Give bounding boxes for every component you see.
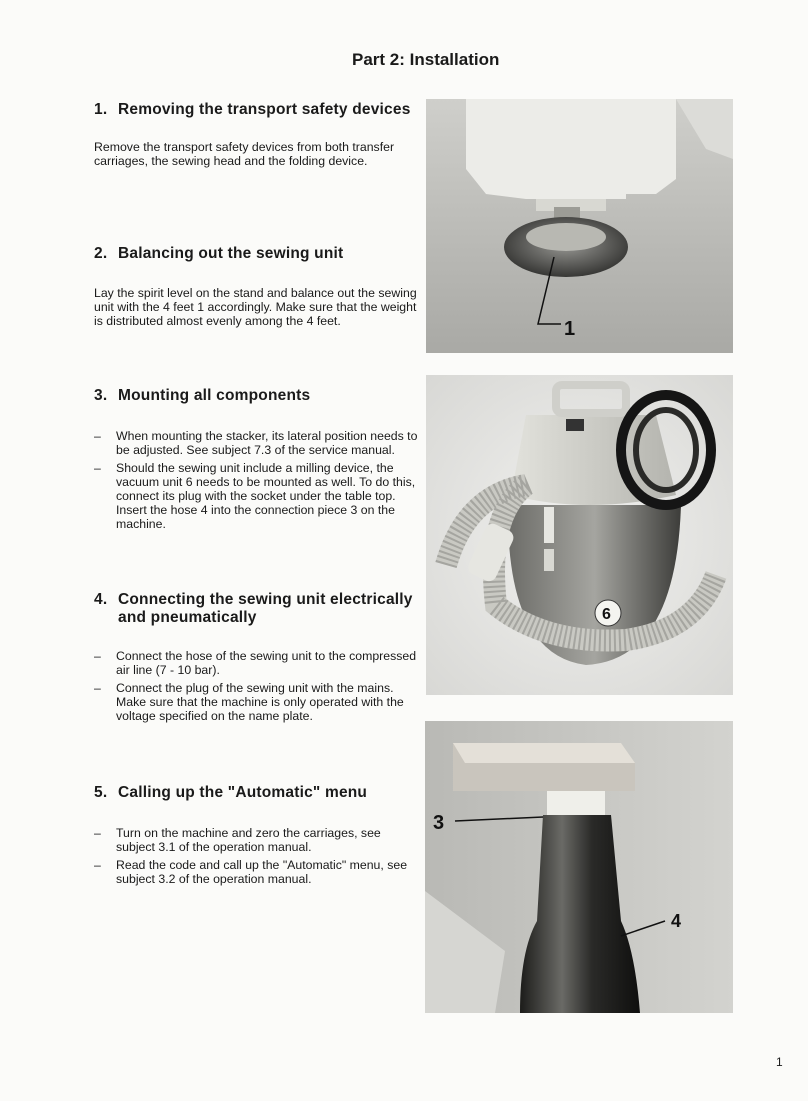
list-item [94, 681, 419, 723]
page-number: 1 [776, 1055, 783, 1069]
section-number: 1. [94, 101, 108, 118]
callout-4: 4 [671, 911, 682, 931]
bullet-dash: – [94, 461, 101, 475]
section-title: Mounting all components [118, 387, 311, 404]
bullet-text: Should the sewing unit include a milling device, the vacuum unit 6 needs to be mounted as well. To do this, connect its plug with the socket under the table top. Insert the hose 4 into the connection piece 3 on the machine. [116, 461, 416, 531]
section-title: Calling up the "Automatic" menu [118, 784, 368, 801]
section-removing-transport-safety [94, 101, 419, 168]
bullet-dash: – [94, 826, 101, 840]
section-automatic-menu [94, 784, 419, 890]
page-title: Part 2: Installation [352, 50, 500, 69]
section-number: 4. [94, 591, 108, 608]
bullet-list [94, 826, 419, 886]
section-paragraph: Lay the spirit level on the stand and balance out the sewing unit with the 4 feet 1 accordingly. Make sure that the weight is distributed almost evenly among the 4 feet. [94, 286, 417, 328]
section-number: 3. [94, 387, 108, 404]
bullet-text: Read the code and call up the "Automatic" menu, see subject 3.2 of the operation manual. [116, 858, 408, 886]
callout-3: 3 [433, 812, 445, 834]
section-connecting [94, 591, 419, 727]
list-item [94, 826, 419, 854]
section-heading [94, 245, 419, 263]
section-number: 5. [94, 784, 108, 801]
photo-machine-foot [426, 99, 733, 353]
section-heading [94, 387, 419, 405]
list-item [94, 649, 419, 677]
bullet-text: When mounting the stacker, its lateral position needs to be adjusted. See subject 7.3 of the service manual. [116, 429, 418, 457]
bullet-dash: – [94, 681, 101, 695]
section-heading [94, 591, 419, 627]
section-paragraph: Remove the transport safety devices from both transfer carriages, the sewing head and the folding device. [94, 140, 395, 168]
bullet-list [94, 649, 419, 723]
photo-connector [425, 721, 733, 1013]
section-balancing [94, 245, 419, 328]
bullet-text: Connect the plug of the sewing unit with the mains. Make sure that the machine is only operated with the voltage specified on the name plate. [116, 681, 404, 723]
photo-vacuum-unit [426, 375, 733, 695]
callout-1: 1 [564, 318, 576, 340]
bullet-dash: – [94, 858, 101, 872]
list-item [94, 461, 419, 531]
bullet-dash: – [94, 429, 101, 443]
bullet-list [94, 429, 419, 531]
list-item [94, 429, 419, 457]
list-item [94, 858, 419, 886]
section-title: Balancing out the sewing unit [118, 245, 344, 262]
callout-6: 6 [602, 606, 611, 623]
section-title: Removing the transport safety devices [118, 101, 411, 118]
section-mounting [94, 387, 419, 535]
section-heading [94, 784, 419, 802]
bullet-text: Turn on the machine and zero the carriages, see subject 3.1 of the operation manual. [116, 826, 381, 854]
section-title: Connecting the sewing unit electrically and pneumatically [118, 591, 413, 626]
section-heading [94, 101, 419, 119]
section-number: 2. [94, 245, 108, 262]
bullet-dash: – [94, 649, 101, 663]
bullet-text: Connect the hose of the sewing unit to the compressed air line (7 - 10 bar). [116, 649, 417, 677]
